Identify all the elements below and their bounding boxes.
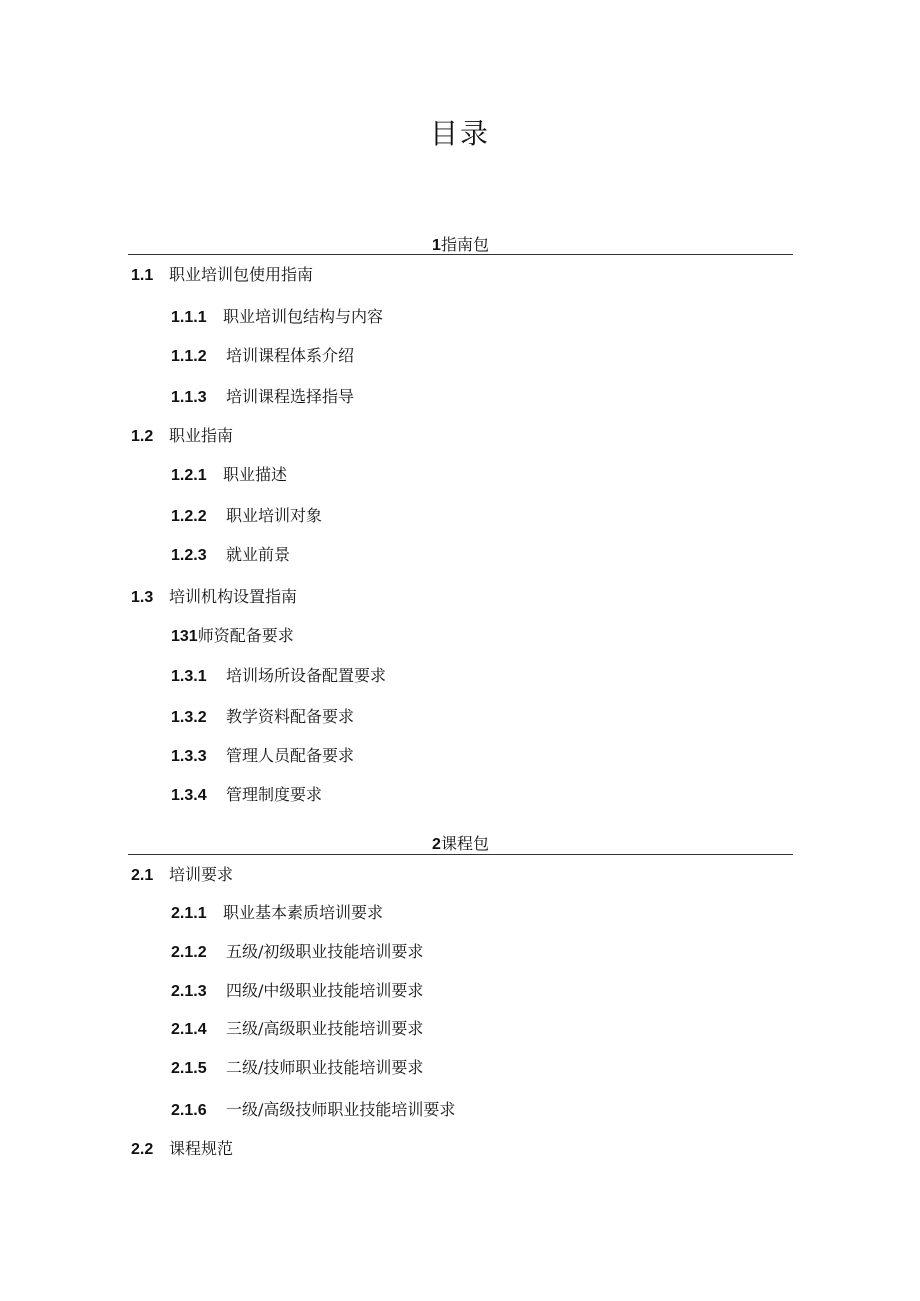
toc-entry[interactable] bbox=[171, 506, 322, 527]
toc-entry-number: 2.1.3 bbox=[171, 983, 207, 1000]
toc-entry-number: 1.3 bbox=[131, 589, 154, 606]
toc-entry[interactable] bbox=[171, 545, 290, 566]
toc-entry[interactable] bbox=[131, 587, 297, 608]
toc-entry[interactable] bbox=[171, 346, 354, 367]
toc-entry[interactable] bbox=[171, 942, 423, 963]
toc-part-label: 课程包 bbox=[440, 834, 489, 853]
toc-entry-label: 五级/初级职业技能培训要求 bbox=[226, 942, 424, 961]
toc-entry-number: 1.1.2 bbox=[171, 348, 207, 365]
toc-entry-number: 1.2.1 bbox=[171, 467, 207, 484]
toc-entry-label: 职业指南 bbox=[169, 426, 234, 445]
toc-entry-label: 教学资料配备要求 bbox=[226, 707, 355, 726]
toc-entry[interactable] bbox=[171, 1019, 423, 1040]
toc-entry-label: 一级/高级技师职业技能培训要求 bbox=[226, 1100, 456, 1119]
toc-entry[interactable] bbox=[131, 1139, 233, 1160]
part-divider bbox=[128, 854, 793, 855]
toc-entry-number: 1.1.3 bbox=[171, 389, 207, 406]
toc-entry-number: 131 bbox=[171, 628, 198, 645]
toc-entry-number: 1.3.3 bbox=[171, 748, 207, 765]
toc-entry-label: 职业描述 bbox=[223, 465, 288, 484]
toc-entry-label: 二级/技师职业技能培训要求 bbox=[226, 1058, 424, 1077]
toc-entry-label: 培训要求 bbox=[169, 865, 234, 884]
toc-entry-number: 1.3.1 bbox=[171, 668, 207, 685]
toc-entry-label: 管理人员配备要求 bbox=[226, 746, 355, 765]
toc-entry-label: 培训课程体系介绍 bbox=[226, 346, 355, 365]
toc-entry[interactable] bbox=[171, 626, 294, 647]
toc-entry-number: 2.1.2 bbox=[171, 944, 207, 961]
toc-entry-label: 培训场所设备配置要求 bbox=[226, 666, 387, 685]
toc-entry-label: 管理制度要求 bbox=[226, 785, 323, 804]
toc-entry-label: 职业培训对象 bbox=[226, 506, 323, 525]
toc-entry-number: 1.1 bbox=[131, 267, 154, 284]
toc-entry-label: 三级/高级职业技能培训要求 bbox=[226, 1019, 424, 1038]
toc-entry[interactable] bbox=[131, 265, 313, 286]
toc-entry-number: 2.1.1 bbox=[171, 905, 207, 922]
toc-entry-number: 1.3.4 bbox=[171, 787, 207, 804]
toc-entry-label: 师资配备要求 bbox=[197, 626, 294, 645]
toc-entry[interactable] bbox=[171, 746, 354, 767]
toc-part-heading[interactable] bbox=[128, 232, 793, 255]
toc-entry-number: 1.2 bbox=[131, 428, 154, 445]
toc-entry-number: 1.1.1 bbox=[171, 309, 207, 326]
toc-entry-number: 1.2.2 bbox=[171, 508, 207, 525]
toc-entry-label: 四级/中级职业技能培训要求 bbox=[226, 981, 424, 1000]
toc-entry-label: 职业培训包结构与内容 bbox=[223, 307, 384, 326]
toc-entry-label: 职业培训包使用指南 bbox=[169, 265, 314, 284]
toc-entry-label: 培训课程选择指导 bbox=[226, 387, 355, 406]
toc-entry-number: 2.1 bbox=[131, 867, 154, 884]
toc-part-number: 2 bbox=[432, 836, 441, 853]
toc-entry-number: 1.3.2 bbox=[171, 709, 207, 726]
toc-entry-label: 就业前景 bbox=[226, 545, 291, 564]
toc-entry-number: 2.1.4 bbox=[171, 1021, 207, 1038]
toc-part-label: 指南包 bbox=[440, 235, 489, 254]
toc-part-number: 1 bbox=[432, 237, 441, 254]
part-divider bbox=[128, 254, 793, 255]
toc-entry[interactable] bbox=[171, 1100, 455, 1121]
toc-entry[interactable] bbox=[171, 465, 287, 486]
toc-entry[interactable] bbox=[171, 307, 383, 328]
toc-entry[interactable] bbox=[171, 387, 354, 408]
toc-entry-number: 2.2 bbox=[131, 1141, 154, 1158]
toc-entry-number: 1.2.3 bbox=[171, 547, 207, 564]
toc-entry-label: 课程规范 bbox=[169, 1139, 234, 1158]
toc-entry-label: 培训机构设置指南 bbox=[169, 587, 298, 606]
toc-entry[interactable] bbox=[171, 981, 423, 1002]
toc-entry-number: 2.1.5 bbox=[171, 1060, 207, 1077]
toc-entry[interactable] bbox=[131, 426, 233, 447]
toc-entry[interactable] bbox=[171, 707, 354, 728]
toc-entry[interactable] bbox=[171, 666, 386, 687]
toc-entry-number: 2.1.6 bbox=[171, 1102, 207, 1119]
toc-entry[interactable] bbox=[171, 785, 322, 806]
toc-entry[interactable] bbox=[171, 903, 383, 924]
toc-entry[interactable] bbox=[171, 1058, 423, 1079]
toc-entry-label: 职业基本素质培训要求 bbox=[223, 903, 384, 922]
toc-entry[interactable] bbox=[131, 865, 233, 886]
page-title: 目录 bbox=[429, 117, 490, 150]
toc-part-heading[interactable] bbox=[128, 831, 793, 854]
